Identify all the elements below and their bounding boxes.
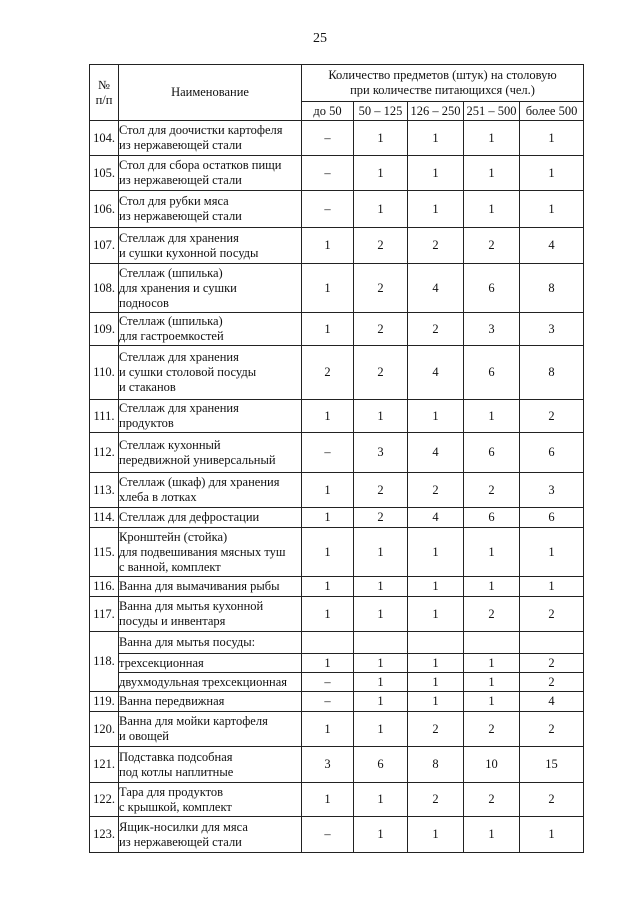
table-row [90,632,584,654]
value-cell: 2 [354,346,408,400]
value-cell: 1 [354,528,408,577]
row-number: 116. [90,577,119,597]
value-cell: 1 [302,577,354,597]
item-name: Стол для сбора остатков пищи из нержавеющей стали [119,156,302,191]
value-cell: 10 [464,747,520,783]
item-name: Стеллаж для хранения продуктов [119,400,302,433]
row-number: 112. [90,433,119,473]
value-cell: 4 [520,692,584,712]
table-row [90,191,584,228]
table-row [90,121,584,156]
item-name: Стеллаж для хранения и сушки столовой посуды и стаканов [119,346,302,400]
value-cell: 2 [354,228,408,264]
value-cell: 1 [464,156,520,191]
value-cell: 1 [520,121,584,156]
value-cell: 2 [520,783,584,817]
value-cell: – [302,191,354,228]
header-num: № п/п [90,65,119,121]
table-row [90,712,584,747]
value-cell: 3 [520,313,584,346]
row-number: 118. [90,632,119,692]
value-cell: 1 [408,692,464,712]
value-cell: 3 [302,747,354,783]
value-cell: 1 [354,191,408,228]
value-cell: 1 [354,712,408,747]
value-cell: 1 [302,228,354,264]
item-name: Стеллаж (шпилька) для гастроемкостей [119,313,302,346]
value-cell: 1 [354,400,408,433]
item-name: двухмодульная трехсекционная [119,673,302,692]
table-row [90,156,584,191]
value-cell: 2 [354,264,408,313]
header-col-3: 126 – 250 [408,102,464,121]
item-name: Стеллаж кухонный передвижной универсальный [119,433,302,473]
table-row [90,654,584,673]
item-name: Стеллаж (шкаф) для хранения хлеба в лотках [119,473,302,508]
value-cell: 1 [302,264,354,313]
table-row [90,597,584,632]
row-number: 119. [90,692,119,712]
table-row [90,817,584,853]
value-cell: 1 [302,528,354,577]
row-number: 120. [90,712,119,747]
value-cell: 6 [464,433,520,473]
item-name: Ванна для мойки картофеля и овощей [119,712,302,747]
value-cell: 1 [520,577,584,597]
value-cell: 2 [408,783,464,817]
row-number: 104. [90,121,119,156]
value-cell: 1 [354,673,408,692]
value-cell: 1 [302,313,354,346]
value-cell: – [302,673,354,692]
row-number: 123. [90,817,119,853]
row-number: 114. [90,508,119,528]
value-cell: 3 [520,473,584,508]
value-cell: 1 [354,783,408,817]
value-cell: 2 [464,712,520,747]
item-name: трехсекционная [119,654,302,673]
header-col-5: более 500 [520,102,584,121]
value-cell: 2 [464,597,520,632]
value-cell: 1 [408,577,464,597]
row-number: 109. [90,313,119,346]
value-cell: 3 [354,433,408,473]
value-cell: 2 [520,673,584,692]
table-row [90,528,584,577]
value-cell: 1 [302,597,354,632]
value-cell: 1 [408,817,464,853]
value-cell: 2 [408,313,464,346]
value-cell: 1 [354,654,408,673]
value-cell: 1 [520,156,584,191]
value-cell: 6 [464,508,520,528]
value-cell: 1 [520,191,584,228]
value-cell: 1 [408,528,464,577]
item-name: Ящик-носилки для мяса из нержавеющей стали [119,817,302,853]
value-cell: 4 [408,264,464,313]
value-cell: 6 [464,346,520,400]
value-cell: 1 [408,673,464,692]
value-cell: 6 [520,433,584,473]
table-row [90,228,584,264]
row-number: 117. [90,597,119,632]
value-cell: 1 [464,817,520,853]
table-row [90,433,584,473]
row-number: 111. [90,400,119,433]
value-cell: 1 [520,817,584,853]
value-cell: 1 [408,400,464,433]
equipment-table [89,64,584,853]
item-name: Стеллаж (шпилька) для хранения и сушки подносов [119,264,302,313]
value-cell: 3 [464,313,520,346]
value-cell: 1 [464,577,520,597]
value-cell: 1 [354,156,408,191]
value-cell: 2 [354,473,408,508]
header-col-4: 251 – 500 [464,102,520,121]
value-cell: 2 [520,654,584,673]
value-cell: 1 [408,597,464,632]
table-row [90,783,584,817]
value-cell: 2 [464,783,520,817]
value-cell: 2 [464,228,520,264]
row-number: 106. [90,191,119,228]
value-cell: 2 [520,597,584,632]
value-cell: 1 [464,673,520,692]
value-cell: 1 [354,597,408,632]
item-name: Ванна для мытья посуды: [119,632,302,654]
value-cell: 2 [354,313,408,346]
table-row [90,747,584,783]
value-cell: 1 [408,191,464,228]
value-cell: 4 [520,228,584,264]
value-cell: 1 [464,191,520,228]
header-quantity: Количество предметов (штук) на столовую при количестве питающихся (чел.) [302,65,584,102]
value-cell: 1 [354,692,408,712]
value-cell: 2 [408,228,464,264]
page-number: 25 [313,31,327,46]
value-cell: 6 [464,264,520,313]
row-number: 115. [90,528,119,577]
value-cell: 1 [408,121,464,156]
row-number: 108. [90,264,119,313]
item-name: Стеллаж для хранения и сушки кухонной посуды [119,228,302,264]
value-cell: 1 [302,654,354,673]
value-cell: 2 [464,473,520,508]
value-cell: 2 [408,473,464,508]
value-cell: 8 [520,346,584,400]
table-row [90,346,584,400]
row-number: 122. [90,783,119,817]
value-cell: 1 [302,783,354,817]
value-cell: 2 [408,712,464,747]
value-cell: 1 [302,400,354,433]
item-name: Ванна для мытья кухонной посуды и инвентаря [119,597,302,632]
value-cell: 8 [408,747,464,783]
value-cell: 6 [354,747,408,783]
row-number: 121. [90,747,119,783]
row-number: 107. [90,228,119,264]
row-number: 113. [90,473,119,508]
value-cell: – [302,692,354,712]
table-row [90,313,584,346]
table-row [90,692,584,712]
value-cell: 2 [354,508,408,528]
value-cell: 2 [302,346,354,400]
value-cell: 1 [354,817,408,853]
value-cell: 4 [408,346,464,400]
item-name: Стеллаж для дефростации [119,508,302,528]
item-name: Ванна передвижная [119,692,302,712]
item-name: Стол для доочистки картофеля из нержавеющей стали [119,121,302,156]
value-cell: 1 [464,654,520,673]
value-cell: – [302,817,354,853]
value-cell: – [302,156,354,191]
value-cell: 1 [302,473,354,508]
item-name: Стол для рубки мяса из нержавеющей стали [119,191,302,228]
value-cell: 4 [408,508,464,528]
value-cell: 1 [520,528,584,577]
value-cell: 8 [520,264,584,313]
table-row [90,400,584,433]
item-name: Кронштейн (стойка) для подвешивания мясных туш с ванной, комплект [119,528,302,577]
table-row [90,508,584,528]
item-name: Подставка подсобная под котлы наплитные [119,747,302,783]
value-cell: 1 [464,121,520,156]
row-number: 110. [90,346,119,400]
table-row [90,577,584,597]
value-cell: 1 [464,692,520,712]
header-col-1: до 50 [302,102,354,121]
value-cell: 1 [464,528,520,577]
value-cell: 1 [302,712,354,747]
value-cell: 2 [520,712,584,747]
header-col-2: 50 – 125 [354,102,408,121]
value-cell: 1 [354,121,408,156]
value-cell: 4 [408,433,464,473]
value-cell: – [302,121,354,156]
value-cell: 6 [520,508,584,528]
value-cell: 1 [464,400,520,433]
item-name: Ванна для вымачивания рыбы [119,577,302,597]
value-cell: 1 [354,577,408,597]
value-cell: 2 [520,400,584,433]
value-cell: 1 [408,654,464,673]
header-name: Наименование [119,65,302,121]
table-row [90,264,584,313]
table-row [90,673,584,692]
value-cell: 1 [302,508,354,528]
value-cell: – [302,433,354,473]
value-cell: 1 [408,156,464,191]
item-name: Тара для продуктов с крышкой, комплект [119,783,302,817]
row-number: 105. [90,156,119,191]
value-cell: 15 [520,747,584,783]
table-row [90,473,584,508]
